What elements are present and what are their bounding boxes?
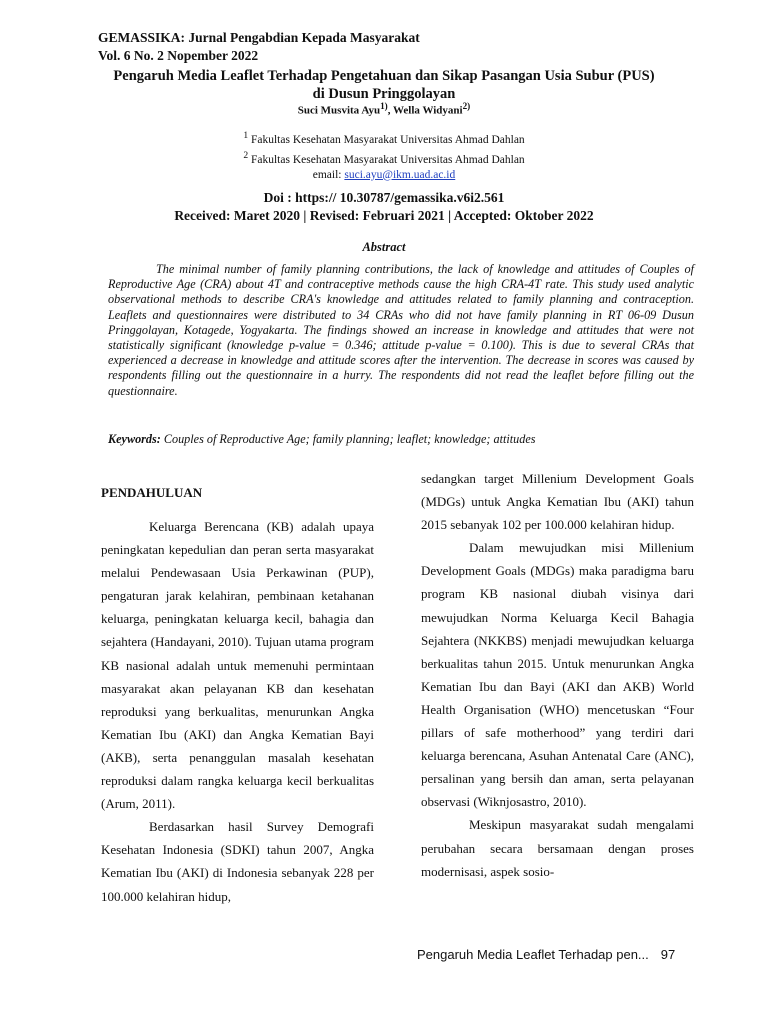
- author-name: , Wella Widyani: [387, 104, 463, 117]
- affiliations: [60, 128, 708, 183]
- paragraph: Meskipun masyarakat sudah mengalami perubahan secara bersamaan dengan proses modernisasi, aspek sosio-: [421, 817, 694, 879]
- left-column: [101, 515, 374, 908]
- journal-volume: Vol. 6 No. 2 Nopember 2022: [98, 48, 259, 63]
- paragraph: Dalam mewujudkan misi Millenium Development Goals (MDGs) maka paradigma baru program KB nasional diubah visinya dari mewujudkan Norma Keluarga Kecil Bahagia Sejahtera (NKKBS) menjadi mewujudkan keluarga berkualitas tahun 2015. Untuk menurunkan Angka Kematian Ibu dan Bayi (AKI dan AKB) World Health Organisation (WHO) mencetuskan “Four pillars of safe motherhood” yang terdiri dari keluarga berencana, Asuhan Antenatal Care (ANC), persalinan yang bersih dan aman, serta pelayanan observasi (Wiknjosastro, 2010).: [421, 540, 694, 810]
- author-list: [60, 101, 708, 117]
- affiliation-superscript: 1: [243, 130, 249, 141]
- affiliation-2: [60, 148, 708, 168]
- article-title-line2: di Dusun Pringgolayan: [312, 86, 456, 102]
- author-name: Suci Musvita Ayu: [297, 104, 381, 117]
- journal-name: GEMASSIKA: Jurnal Pengabdian Kepada Masyarakat: [98, 30, 420, 45]
- paragraph: sedangkan target Millenium Development Goals (MDGs) untuk Angka Kematian Ibu (AKI) tahun 2015 sebanyak 102 per 100.000 kelahiran hidup.: [421, 471, 694, 533]
- doi-line: Doi : https:// 10.30787/gemassika.v6i2.561: [263, 190, 505, 205]
- keywords-text: Couples of Reproductive Age; family planning; leaflet; knowledge; attitudes: [160, 432, 536, 446]
- keywords-line: [108, 432, 694, 447]
- journal-header: [98, 29, 420, 65]
- right-column: [421, 467, 694, 883]
- affiliation-1: [60, 128, 708, 148]
- article-title-line1: Pengaruh Media Leaflet Terhadap Pengetahuan dan Sikap Pasangan Usia Subur (PUS): [113, 68, 655, 84]
- email-link[interactable]: suci.ayu@ikm.uad.ac.id: [344, 168, 456, 181]
- paragraph: Keluarga Berencana (KB) adalah upaya peningkatan kepedulian dan peran serta masyarakat melalui Pendewasaan Usia Perkawinan (PUP), pengaturan jarak kelahiran, pembinaan ketahanan keluarga, peningkatan keluarga kecil, bahagia dan sejahtera (Handayani, 2010). Tujuan utama program KB nasional adalah untuk memenuhi permintaan masyarakat akan pelayanan KB dan kesehatan reproduksi yang berkualitas, menurunkan Angka Kematian Ibu (AKI) dan Angka Kematian Bayi (AKB), serta penanggulan masalah kesehatan reproduksi dalam rangka keluarga kecil berkualitas (Arum, 2011).: [101, 519, 374, 812]
- abstract-heading: Abstract: [362, 240, 406, 254]
- affiliation-superscript: 2: [243, 149, 249, 161]
- affiliation-text: Fakultas Kesehatan Masyarakat Universitas Ahmad Dahlan: [248, 153, 525, 166]
- author-superscript: 2): [462, 101, 471, 111]
- dates-line: Received: Maret 2020 | Revised: Februari 2021 | Accepted: Oktober 2022: [174, 208, 594, 223]
- article-title: [60, 67, 708, 103]
- affiliation-text: Fakultas Kesehatan Masyarakat Universitas Ahmad Dahlan: [248, 133, 525, 146]
- paragraph: Berdasarkan hasil Survey Demografi Kesehatan Indonesia (SDKI) tahun 2007, Angka Kematian Ibu (AKI) di Indonesia sebanyak 228 per 100.000 kelahiran hidup,: [101, 819, 374, 904]
- page-number: 97: [660, 947, 676, 962]
- author-superscript: 1): [380, 101, 388, 111]
- section-heading: PENDAHULUAN: [101, 485, 203, 500]
- abstract-text: The minimal number of family planning contributions, the lack of knowledge and attitudes of Couples of Reproductive Age (CRA) about 4T and contraceptive methods cause the high CRA-4T rate. This study used analytic observational methods to describe CRA's knowledge and attitudes related to family planning and contraception. Leaflets and questionnaires were distributed to 34 CRAs who did not have family planning in RT 06-09 Dusun Pringgolayan, Kotagede, Yogyakarta. The findings showed an increase in knowledge and attitudes that were not statistically significant (knowledge p-value = 0.346; attitude p-value = 0.100). This is due to several CRAs that experienced a decrease in knowledge and attitude scores after the intervention. The decrease in scores was caused by respondents filling out the questionnaire in a hurry. The respondents did not read the leaflet before filling out the questionnaire.: [108, 262, 694, 398]
- email-line: [60, 168, 708, 183]
- keywords-label: Keywords:: [108, 432, 161, 446]
- running-title: Pengaruh Media Leaflet Terhadap pen...: [417, 947, 649, 962]
- email-label: email:: [312, 168, 345, 181]
- article-metadata: [60, 189, 708, 225]
- page-footer: [417, 947, 675, 962]
